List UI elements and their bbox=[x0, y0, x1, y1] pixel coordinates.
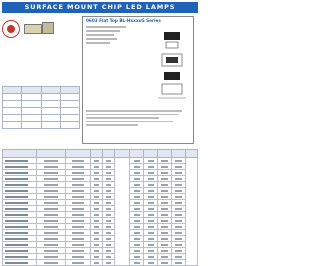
notes-section bbox=[86, 110, 190, 128]
absolute-ratings-table bbox=[2, 86, 80, 129]
part-selection-table bbox=[2, 149, 198, 266]
led-chip-image-2 bbox=[42, 22, 54, 34]
package-dimension-drawing bbox=[156, 28, 190, 106]
features-list bbox=[86, 26, 126, 46]
brand-logo bbox=[2, 20, 20, 38]
series-title: 0603 Flat Top BL-HxxxxG Series bbox=[86, 18, 161, 23]
led-chip-image bbox=[24, 24, 42, 34]
page-title-banner: SURFACE MOUNT CHIP LED LAMPS bbox=[2, 2, 198, 13]
